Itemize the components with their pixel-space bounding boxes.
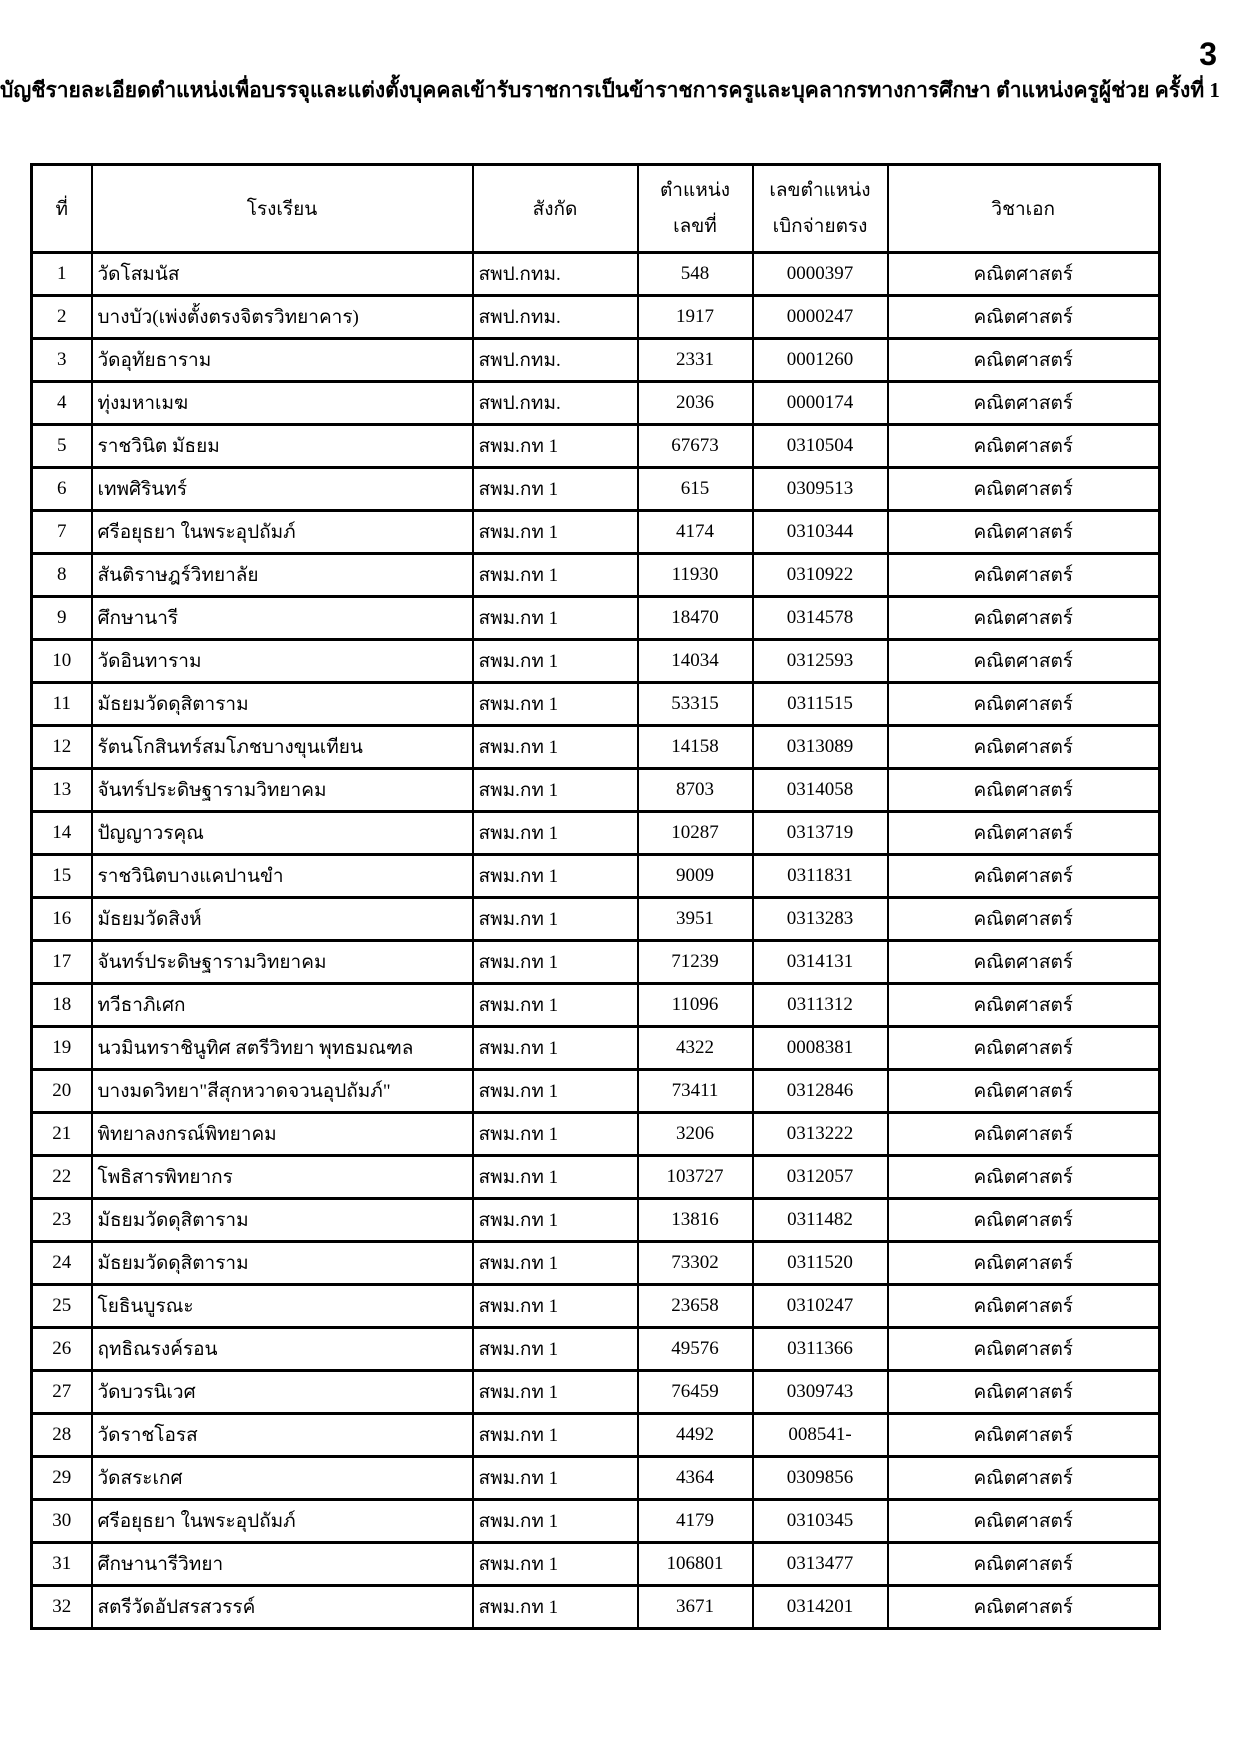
table-row xyxy=(32,1070,1160,1113)
payroll-number: 0311520 xyxy=(753,1242,888,1285)
school-name: สตรีวัดอัปสรสวรรค์ xyxy=(92,1586,473,1629)
school-name: จันทร์ประดิษฐารามวิทยาคม xyxy=(92,941,473,984)
position-number: 4174 xyxy=(638,511,753,554)
payroll-number: 008541- xyxy=(753,1414,888,1457)
major-subject: คณิตศาสตร์ xyxy=(888,1156,1160,1199)
payroll-number: 0312846 xyxy=(753,1070,888,1113)
school-name: มัธยมวัดดุสิตาราม xyxy=(92,1199,473,1242)
row-number: 1 xyxy=(32,253,92,296)
row-number: 13 xyxy=(32,769,92,812)
payroll-number: 0310504 xyxy=(753,425,888,468)
school-name: วัดโสมนัส xyxy=(92,253,473,296)
position-number: 2036 xyxy=(638,382,753,425)
school-name: วัดอุทัยธาราม xyxy=(92,339,473,382)
header-row xyxy=(32,165,1160,253)
positions-table xyxy=(30,163,1161,1630)
table-header xyxy=(32,165,1160,253)
affiliation: สพม.กท 1 xyxy=(473,1457,638,1500)
table-row xyxy=(32,1586,1160,1629)
table-row xyxy=(32,468,1160,511)
table-row xyxy=(32,1156,1160,1199)
table-row xyxy=(32,1328,1160,1371)
table-row xyxy=(32,640,1160,683)
header-no-label: ที่ xyxy=(55,198,69,220)
header-affiliation xyxy=(473,165,638,253)
payroll-number: 0310344 xyxy=(753,511,888,554)
table-body xyxy=(32,253,1160,1629)
major-subject: คณิตศาสตร์ xyxy=(888,425,1160,468)
payroll-number: 0000247 xyxy=(753,296,888,339)
document-title: บัญชีรายละเอียดตำแหน่งเพื่อบรรจุและแต่งตั้งบุคคลเข้ารับราชการเป็นข้าราชการครูและบุคลากรทางการศึกษา ตำแหน่งครูผู้ช่วย ครั้งที่ 1 xyxy=(0,78,1220,102)
table-row xyxy=(32,425,1160,468)
school-name: วัดอินทาราม xyxy=(92,640,473,683)
major-subject: คณิตศาสตร์ xyxy=(888,597,1160,640)
affiliation: สพม.กท 1 xyxy=(473,1500,638,1543)
row-number: 28 xyxy=(32,1414,92,1457)
school-name: ศรีอยุธยา ในพระอุปถัมภ์ xyxy=(92,1500,473,1543)
major-subject: คณิตศาสตร์ xyxy=(888,468,1160,511)
row-number: 24 xyxy=(32,1242,92,1285)
position-number: 2331 xyxy=(638,339,753,382)
table-row xyxy=(32,941,1160,984)
school-name: มัธยมวัดดุสิตาราม xyxy=(92,683,473,726)
payroll-number: 0313477 xyxy=(753,1543,888,1586)
header-school xyxy=(92,165,473,253)
payroll-number: 0311831 xyxy=(753,855,888,898)
page-number: 3 xyxy=(1199,36,1217,72)
payroll-number: 0314058 xyxy=(753,769,888,812)
table-row xyxy=(32,1242,1160,1285)
payroll-number: 0314201 xyxy=(753,1586,888,1629)
row-number: 27 xyxy=(32,1371,92,1414)
payroll-number: 0314578 xyxy=(753,597,888,640)
major-subject: คณิตศาสตร์ xyxy=(888,855,1160,898)
major-subject: คณิตศาสตร์ xyxy=(888,1199,1160,1242)
row-number: 11 xyxy=(32,683,92,726)
header-position-no-line2: เลขที่ xyxy=(673,215,717,237)
payroll-number: 0001260 xyxy=(753,339,888,382)
position-number: 103727 xyxy=(638,1156,753,1199)
position-number: 14158 xyxy=(638,726,753,769)
affiliation: สพม.กท 1 xyxy=(473,425,638,468)
row-number: 7 xyxy=(32,511,92,554)
payroll-number: 0313089 xyxy=(753,726,888,769)
payroll-number: 0310247 xyxy=(753,1285,888,1328)
row-number: 5 xyxy=(32,425,92,468)
major-subject: คณิตศาสตร์ xyxy=(888,1457,1160,1500)
row-number: 2 xyxy=(32,296,92,339)
position-number: 3671 xyxy=(638,1586,753,1629)
position-number: 615 xyxy=(638,468,753,511)
position-number: 11096 xyxy=(638,984,753,1027)
position-number: 3206 xyxy=(638,1113,753,1156)
payroll-number: 0311366 xyxy=(753,1328,888,1371)
table-row xyxy=(32,1199,1160,1242)
table-row xyxy=(32,769,1160,812)
school-name: ทวีธาภิเศก xyxy=(92,984,473,1027)
table-row xyxy=(32,726,1160,769)
position-number: 23658 xyxy=(638,1285,753,1328)
affiliation: สพม.กท 1 xyxy=(473,683,638,726)
school-name: บางบัว(เพ่งตั้งตรงจิตรวิทยาคาร) xyxy=(92,296,473,339)
row-number: 25 xyxy=(32,1285,92,1328)
position-number: 1917 xyxy=(638,296,753,339)
table-row xyxy=(32,683,1160,726)
school-name: จันทร์ประดิษฐารามวิทยาคม xyxy=(92,769,473,812)
school-name: ทุ่งมหาเมฆ xyxy=(92,382,473,425)
table-row xyxy=(32,1371,1160,1414)
affiliation: สพม.กท 1 xyxy=(473,1371,638,1414)
school-name: ฤทธิณรงค์รอน xyxy=(92,1328,473,1371)
affiliation: สพม.กท 1 xyxy=(473,468,638,511)
payroll-number: 0311312 xyxy=(753,984,888,1027)
row-number: 32 xyxy=(32,1586,92,1629)
position-number: 8703 xyxy=(638,769,753,812)
position-number: 71239 xyxy=(638,941,753,984)
position-number: 13816 xyxy=(638,1199,753,1242)
position-number: 9009 xyxy=(638,855,753,898)
affiliation: สพป.กทม. xyxy=(473,339,638,382)
school-name: สันติราษฎร์วิทยาลัย xyxy=(92,554,473,597)
payroll-number: 0313222 xyxy=(753,1113,888,1156)
row-number: 3 xyxy=(32,339,92,382)
affiliation: สพม.กท 1 xyxy=(473,1199,638,1242)
major-subject: คณิตศาสตร์ xyxy=(888,984,1160,1027)
row-number: 4 xyxy=(32,382,92,425)
affiliation: สพม.กท 1 xyxy=(473,726,638,769)
affiliation: สพม.กท 1 xyxy=(473,855,638,898)
header-no xyxy=(32,165,92,253)
school-name: ศึกษานารีวิทยา xyxy=(92,1543,473,1586)
school-name: เทพศิรินทร์ xyxy=(92,468,473,511)
major-subject: คณิตศาสตร์ xyxy=(888,941,1160,984)
payroll-number: 0310345 xyxy=(753,1500,888,1543)
table-row xyxy=(32,1285,1160,1328)
payroll-number: 0312593 xyxy=(753,640,888,683)
row-number: 26 xyxy=(32,1328,92,1371)
school-name: รัตนโกสินทร์สมโภชบางขุนเทียน xyxy=(92,726,473,769)
row-number: 19 xyxy=(32,1027,92,1070)
major-subject: คณิตศาสตร์ xyxy=(888,1371,1160,1414)
affiliation: สพม.กท 1 xyxy=(473,769,638,812)
major-subject: คณิตศาสตร์ xyxy=(888,1027,1160,1070)
affiliation: สพม.กท 1 xyxy=(473,812,638,855)
row-number: 14 xyxy=(32,812,92,855)
payroll-number: 0314131 xyxy=(753,941,888,984)
row-number: 12 xyxy=(32,726,92,769)
payroll-number: 0312057 xyxy=(753,1156,888,1199)
major-subject: คณิตศาสตร์ xyxy=(888,1070,1160,1113)
major-subject: คณิตศาสตร์ xyxy=(888,812,1160,855)
school-name: นวมินทราชินูทิศ สตรีวิทยา พุทธมณฑล xyxy=(92,1027,473,1070)
row-number: 17 xyxy=(32,941,92,984)
school-name: ศรีอยุธยา ในพระอุปถัมภ์ xyxy=(92,511,473,554)
payroll-number: 0311515 xyxy=(753,683,888,726)
row-number: 29 xyxy=(32,1457,92,1500)
table-row xyxy=(32,382,1160,425)
header-major xyxy=(888,165,1160,253)
major-subject: คณิตศาสตร์ xyxy=(888,1242,1160,1285)
table-row xyxy=(32,898,1160,941)
table-row xyxy=(32,1543,1160,1586)
position-number: 11930 xyxy=(638,554,753,597)
school-name: มัธยมวัดดุสิตาราม xyxy=(92,1242,473,1285)
row-number: 9 xyxy=(32,597,92,640)
position-number: 4364 xyxy=(638,1457,753,1500)
affiliation: สพม.กท 1 xyxy=(473,1414,638,1457)
row-number: 21 xyxy=(32,1113,92,1156)
table-row xyxy=(32,511,1160,554)
payroll-number: 0309856 xyxy=(753,1457,888,1500)
table-row xyxy=(32,1457,1160,1500)
position-number: 53315 xyxy=(638,683,753,726)
payroll-number: 0313283 xyxy=(753,898,888,941)
table-row xyxy=(32,253,1160,296)
affiliation: สพม.กท 1 xyxy=(473,1543,638,1586)
position-number: 18470 xyxy=(638,597,753,640)
payroll-number: 0309743 xyxy=(753,1371,888,1414)
affiliation: สพม.กท 1 xyxy=(473,640,638,683)
school-name: วัดบวรนิเวศ xyxy=(92,1371,473,1414)
position-number: 73302 xyxy=(638,1242,753,1285)
affiliation: สพม.กท 1 xyxy=(473,941,638,984)
row-number: 8 xyxy=(32,554,92,597)
payroll-number: 0313719 xyxy=(753,812,888,855)
affiliation: สพป.กทม. xyxy=(473,253,638,296)
header-payroll-no-line2: เบิกจ่ายตรง xyxy=(772,215,868,237)
school-name: โพธิสารพิทยากร xyxy=(92,1156,473,1199)
school-name: พิทยาลงกรณ์พิทยาคม xyxy=(92,1113,473,1156)
row-number: 31 xyxy=(32,1543,92,1586)
table-row xyxy=(32,1414,1160,1457)
position-number: 4179 xyxy=(638,1500,753,1543)
affiliation: สพม.กท 1 xyxy=(473,554,638,597)
affiliation: สพม.กท 1 xyxy=(473,1242,638,1285)
table-row xyxy=(32,1113,1160,1156)
row-number: 30 xyxy=(32,1500,92,1543)
major-subject: คณิตศาสตร์ xyxy=(888,296,1160,339)
position-number: 10287 xyxy=(638,812,753,855)
affiliation: สพม.กท 1 xyxy=(473,1070,638,1113)
position-number: 548 xyxy=(638,253,753,296)
position-number: 3951 xyxy=(638,898,753,941)
payroll-number: 0008381 xyxy=(753,1027,888,1070)
school-name: วัดราชโอรส xyxy=(92,1414,473,1457)
affiliation: สพม.กท 1 xyxy=(473,1027,638,1070)
affiliation: สพป.กทม. xyxy=(473,382,638,425)
table-row xyxy=(32,339,1160,382)
table-row xyxy=(32,1027,1160,1070)
position-number: 4322 xyxy=(638,1027,753,1070)
affiliation: สพม.กท 1 xyxy=(473,1113,638,1156)
school-name: โยธินบูรณะ xyxy=(92,1285,473,1328)
header-payroll-no-line1: เลขตำแหน่ง xyxy=(769,179,871,201)
header-position-no xyxy=(638,165,753,253)
position-number: 67673 xyxy=(638,425,753,468)
major-subject: คณิตศาสตร์ xyxy=(888,683,1160,726)
school-name: ราชวินิต มัธยม xyxy=(92,425,473,468)
major-subject: คณิตศาสตร์ xyxy=(888,726,1160,769)
major-subject: คณิตศาสตร์ xyxy=(888,554,1160,597)
row-number: 15 xyxy=(32,855,92,898)
affiliation: สพม.กท 1 xyxy=(473,1285,638,1328)
affiliation: สพป.กทม. xyxy=(473,296,638,339)
row-number: 23 xyxy=(32,1199,92,1242)
row-number: 16 xyxy=(32,898,92,941)
major-subject: คณิตศาสตร์ xyxy=(888,1586,1160,1629)
major-subject: คณิตศาสตร์ xyxy=(888,640,1160,683)
row-number: 20 xyxy=(32,1070,92,1113)
header-position-no-line1: ตำแหน่ง xyxy=(659,179,731,201)
table-row xyxy=(32,1500,1160,1543)
major-subject: คณิตศาสตร์ xyxy=(888,1543,1160,1586)
row-number: 18 xyxy=(32,984,92,1027)
header-payroll-no xyxy=(753,165,888,253)
table-row xyxy=(32,597,1160,640)
row-number: 10 xyxy=(32,640,92,683)
affiliation: สพม.กท 1 xyxy=(473,597,638,640)
affiliation: สพม.กท 1 xyxy=(473,1586,638,1629)
position-number: 106801 xyxy=(638,1543,753,1586)
position-number: 49576 xyxy=(638,1328,753,1371)
major-subject: คณิตศาสตร์ xyxy=(888,1285,1160,1328)
major-subject: คณิตศาสตร์ xyxy=(888,253,1160,296)
major-subject: คณิตศาสตร์ xyxy=(888,511,1160,554)
payroll-number: 0310922 xyxy=(753,554,888,597)
header-school-label: โรงเรียน xyxy=(246,198,318,220)
payroll-number: 0000174 xyxy=(753,382,888,425)
affiliation: สพม.กท 1 xyxy=(473,984,638,1027)
table-row xyxy=(32,855,1160,898)
position-number: 4492 xyxy=(638,1414,753,1457)
school-name: มัธยมวัดสิงห์ xyxy=(92,898,473,941)
affiliation: สพม.กท 1 xyxy=(473,1156,638,1199)
school-name: ราชวินิตบางแคปานขำ xyxy=(92,855,473,898)
payroll-number: 0311482 xyxy=(753,1199,888,1242)
school-name: ศึกษานารี xyxy=(92,597,473,640)
row-number: 6 xyxy=(32,468,92,511)
school-name: บางมดวิทยา"สีสุกหวาดจวนอุปถัมภ์" xyxy=(92,1070,473,1113)
affiliation: สพม.กท 1 xyxy=(473,898,638,941)
major-subject: คณิตศาสตร์ xyxy=(888,339,1160,382)
position-number: 73411 xyxy=(638,1070,753,1113)
major-subject: คณิตศาสตร์ xyxy=(888,1113,1160,1156)
major-subject: คณิตศาสตร์ xyxy=(888,1328,1160,1371)
table-row xyxy=(32,984,1160,1027)
table-row xyxy=(32,296,1160,339)
row-number: 22 xyxy=(32,1156,92,1199)
major-subject: คณิตศาสตร์ xyxy=(888,898,1160,941)
header-major-label: วิชาเอก xyxy=(991,198,1056,220)
header-affiliation-label: สังกัด xyxy=(532,198,578,220)
major-subject: คณิตศาสตร์ xyxy=(888,769,1160,812)
school-name: ปัญญาวรคุณ xyxy=(92,812,473,855)
major-subject: คณิตศาสตร์ xyxy=(888,1500,1160,1543)
table-row xyxy=(32,812,1160,855)
affiliation: สพม.กท 1 xyxy=(473,1328,638,1371)
major-subject: คณิตศาสตร์ xyxy=(888,382,1160,425)
table-row xyxy=(32,554,1160,597)
major-subject: คณิตศาสตร์ xyxy=(888,1414,1160,1457)
school-name: วัดสระเกศ xyxy=(92,1457,473,1500)
affiliation: สพม.กท 1 xyxy=(473,511,638,554)
position-number: 14034 xyxy=(638,640,753,683)
position-number: 76459 xyxy=(638,1371,753,1414)
payroll-number: 0000397 xyxy=(753,253,888,296)
payroll-number: 0309513 xyxy=(753,468,888,511)
